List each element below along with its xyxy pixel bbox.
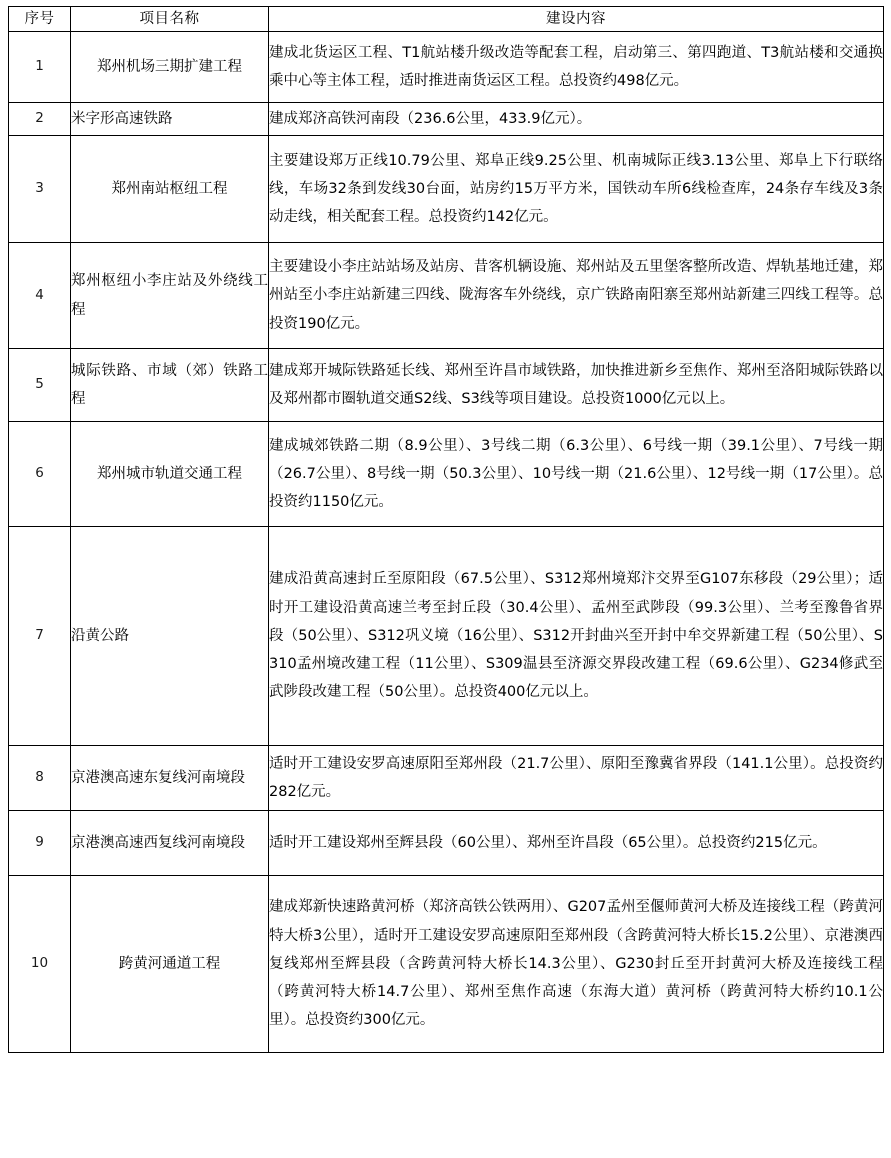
row-number: 3 <box>9 136 71 243</box>
project-content: 建成沿黄高速封丘至原阳段（67.5公里）、S312郑州境郑汴交界至G107东移段（29公里）；适时开工建设沿黄高速兰考至封丘段（30.4公里）、孟州至武陟段（99.3公里）、兰考至豫鲁省界段（50公里）、S312巩义境（16公里）、S312开封曲兴至开封中牟交界新建工程（50公里）、S310孟州境改建工程（11公里）、S309温县至济源交界段改建工程（69.6公里）、G234修武至武陟段改建工程（50公里）。总投资400亿元以上。 <box>269 527 884 746</box>
project-name: 郑州枢纽小李庄站及外绕线工程 <box>71 243 269 349</box>
table-row <box>9 746 884 811</box>
table-row <box>9 527 884 746</box>
project-content: 建成北货运区工程、T1航站楼升级改造等配套工程，启动第三、第四跑道、T3航站楼和交通换乘中心等主体工程，适时推进南货运区工程。总投资约498亿元。 <box>269 32 884 103</box>
table-row <box>9 349 884 422</box>
project-name: 城际铁路、市域（郊）铁路工程 <box>71 349 269 422</box>
project-name: 郑州城市轨道交通工程 <box>71 422 269 527</box>
project-content: 主要建设郑万正线10.79公里、郑阜正线9.25公里、机南城际正线3.13公里、郑阜上下行联络线，车场32条到发线30台面，站房约15万平方米，国铁动车所6线检查库，24条存车线及3条动走线，相关配套工程。总投资约142亿元。 <box>269 136 884 243</box>
row-number: 1 <box>9 32 71 103</box>
project-table <box>8 6 884 1053</box>
project-name: 沿黄公路 <box>71 527 269 746</box>
project-name: 跨黄河通道工程 <box>71 876 269 1053</box>
project-content: 适时开工建设郑州至辉县段（60公里）、郑州至许昌段（65公里）。总投资约215亿元。 <box>269 811 884 876</box>
project-content: 建成城郊铁路二期（8.9公里）、3号线二期（6.3公里）、6号线一期（39.1公里）、7号线一期（26.7公里）、8号线一期（50.3公里）、10号线一期（21.6公里）、12号线一期（17公里）。总投资约1150亿元。 <box>269 422 884 527</box>
table-row <box>9 422 884 527</box>
table-row <box>9 136 884 243</box>
column-header-no: 序号 <box>9 7 71 32</box>
row-number: 6 <box>9 422 71 527</box>
project-content: 建成郑新快速路黄河桥（郑济高铁公铁两用）、G207孟州至偃师黄河大桥及连接线工程（跨黄河特大桥3公里），适时开工建设安罗高速原阳至郑州段（含跨黄河特大桥长15.2公里）、京港澳西复线郑州至辉县段（含跨黄河特大桥长14.3公里）、G230封丘至开封黄河大桥及连接线工程（跨黄河特大桥14.7公里）、郑州至焦作高速（东海大道）黄河桥（跨黄河特大桥约10.1公里）。总投资约300亿元。 <box>269 876 884 1053</box>
table-row <box>9 811 884 876</box>
column-header-content: 建设内容 <box>269 7 884 32</box>
project-name: 京港澳高速西复线河南境段 <box>71 811 269 876</box>
column-header-name: 项目名称 <box>71 7 269 32</box>
project-name: 郑州机场三期扩建工程 <box>71 32 269 103</box>
table-row <box>9 243 884 349</box>
project-content: 建成郑开城际铁路延长线、郑州至许昌市域铁路，加快推进新乡至焦作、郑州至洛阳城际铁路以及郑州都市圈轨道交通S2线、S3线等项目建设。总投资1000亿元以上。 <box>269 349 884 422</box>
row-number: 5 <box>9 349 71 422</box>
project-content: 建成郑济高铁河南段（236.6公里，433.9亿元）。 <box>269 103 884 136</box>
table-row <box>9 876 884 1053</box>
project-name: 郑州南站枢纽工程 <box>71 136 269 243</box>
project-content: 主要建设小李庄站站场及站房、昔客机辆设施、郑州站及五里堡客整所改造、焊轨基地迁建，郑州站至小李庄站新建三四线、陇海客车外绕线，京广铁路南阳寨至郑州站新建三四线工程等。总投资190亿元。 <box>269 243 884 349</box>
row-number: 4 <box>9 243 71 349</box>
row-number: 2 <box>9 103 71 136</box>
project-name: 京港澳高速东复线河南境段 <box>71 746 269 811</box>
table-body <box>9 7 884 1053</box>
row-number: 9 <box>9 811 71 876</box>
table-row <box>9 32 884 103</box>
row-number: 10 <box>9 876 71 1053</box>
row-number: 7 <box>9 527 71 746</box>
row-number: 8 <box>9 746 71 811</box>
table-row <box>9 103 884 136</box>
project-content: 适时开工建设安罗高速原阳至郑州段（21.7公里）、原阳至豫冀省界段（141.1公里）。总投资约282亿元。 <box>269 746 884 811</box>
table-header-row <box>9 7 884 32</box>
project-name: 米字形高速铁路 <box>71 103 269 136</box>
